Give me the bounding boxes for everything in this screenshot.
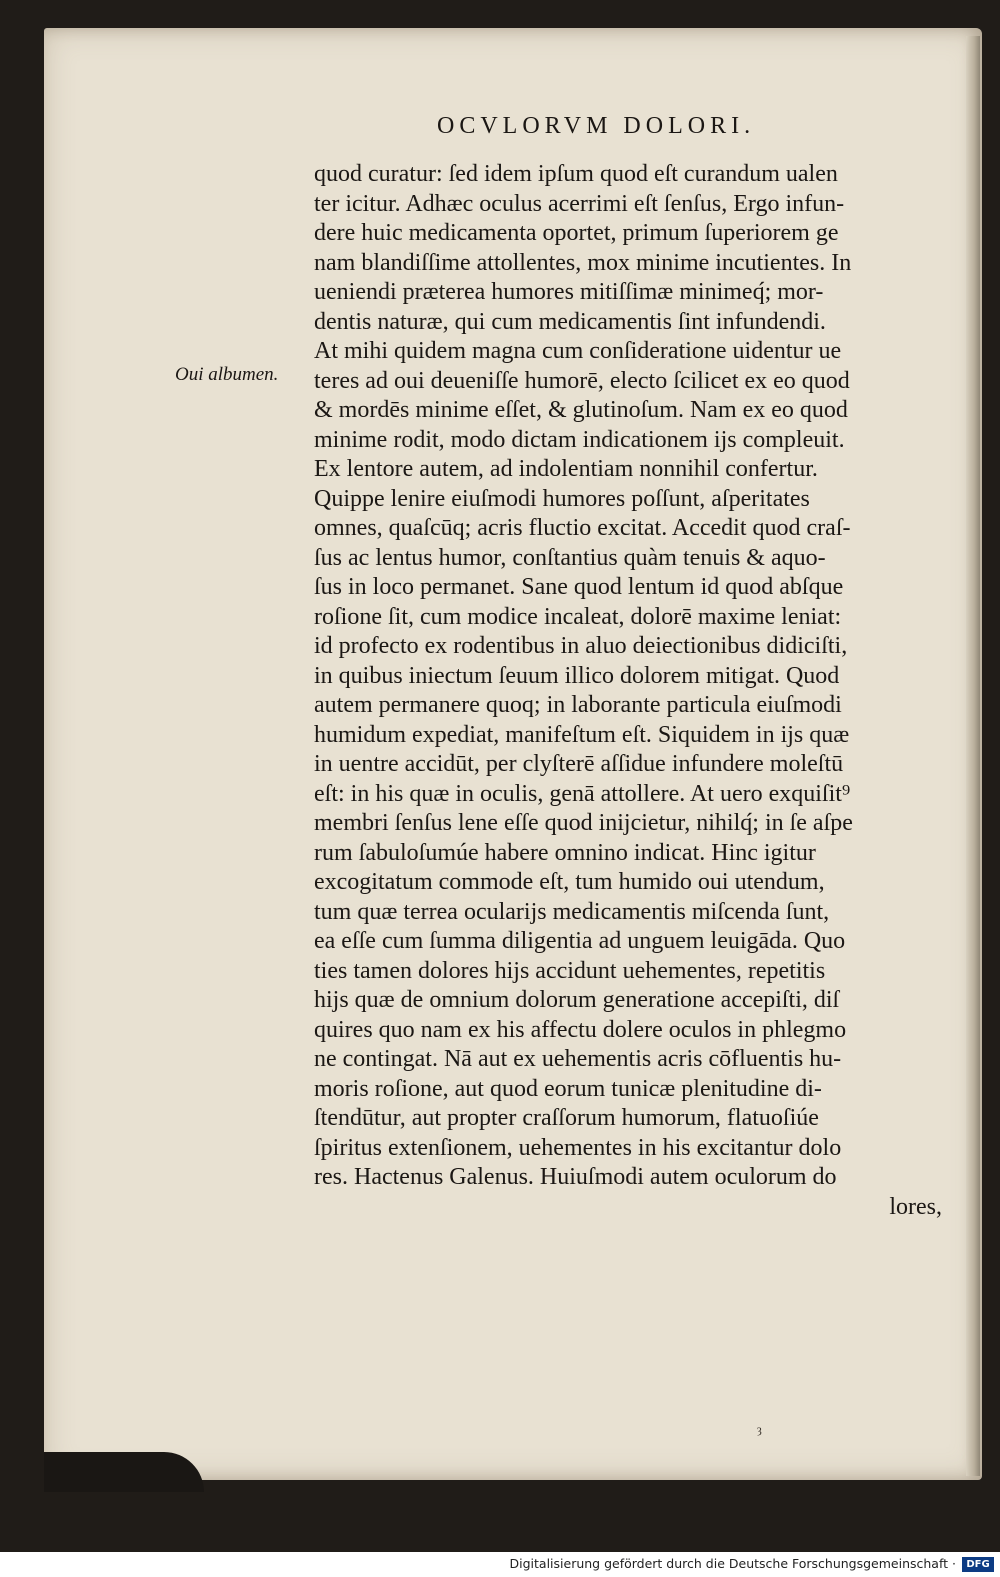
text-line: autem permanere quoq; in laborante particula eiuſmodi — [314, 692, 842, 718]
dfg-logo: DFG — [962, 1557, 994, 1572]
text-line: ties tamen dolores hijs accidunt uehementes, repetitis — [314, 957, 826, 984]
text-line: omnes, quaſcūq; acris fluctio excitat. Accedit quod craſ- — [314, 515, 851, 541]
text-line: moris roſione, aut quod eorum tunicæ plenitudine di- — [314, 1075, 822, 1102]
text-line: eſt: in his quæ in oculis, genā attollere. At uero exquiſit⁹ — [314, 780, 851, 807]
margin-note: Oui albumen. — [175, 364, 279, 385]
text-line: hijs quæ de omnium dolorum generatione accepiſti, diſ — [314, 987, 840, 1013]
text-line: id profecto ex rodentibus in aluo deiectionibus didiciſti, — [314, 633, 848, 659]
running-head: OCVLORVM DOLORI. — [437, 113, 756, 139]
text-line: ea eſſe cum ſumma diligentia ad unguem leuigāda. Quo — [314, 928, 846, 954]
text-line: res. Hactenus Galenus. Huiuſmodi autem oculorum do — [314, 1164, 837, 1190]
text-line: quires quo nam ex his affectu dolere oculos in phlegmo — [314, 1016, 847, 1043]
text-line: membri ſenſus lene eſſe quod inijcietur, nihilq́; in ſe aſpe — [314, 810, 853, 836]
text-line: teres ad oui deueniſſe humorē, electo ſcilicet ex eo quod — [314, 367, 850, 394]
text-line: minime rodit, modo dictam indicationem ijs compleuit. — [314, 426, 845, 453]
text-line: Quippe lenire eiuſmodi humores poſſunt, aſperitates — [314, 485, 810, 512]
text-line: Ex lentore autem, ad indolentiam nonnihil confertur. — [314, 456, 818, 482]
text-line: excogitatum commode eſt, tum humido oui utendum, — [314, 869, 825, 895]
text-line: rum ſabuloſumúe habere omnino indicat. Hinc igitur — [314, 839, 816, 866]
footer-bar — [0, 1552, 1000, 1577]
text-line: in uentre accidūt, per clyſterē aſſidue infundere moleſtū — [314, 751, 844, 777]
text-line: ueniendi præterea humores mitiſſimæ minimeq́; mor- — [314, 279, 824, 305]
signature-mark: ȝ — [757, 1422, 762, 1436]
page-corner-shadow — [44, 1452, 204, 1492]
funding-credit: Digitalisierung gefördert durch die Deutsche Forschungsgemeinschaft · — [509, 1556, 956, 1571]
text-line: ſpiritus extenſionem, uehementes in his excitantur dolo — [314, 1134, 842, 1161]
text-line: dentis naturæ, qui cum medicamentis ſint infundendi. — [314, 308, 826, 335]
text-line: quod curatur: ſed idem ipſum quod eſt curandum ualen — [314, 161, 838, 187]
text-line: ter icitur. Adhæc oculus acerrimi eſt ſenſus, Ergo infun- — [314, 190, 845, 217]
text-line: tum quæ terrea ocularijs medicamentis miſcenda ſunt, — [314, 898, 830, 925]
text-line: ſus ac lentus humor, conſtantius quàm tenuis & aquo- — [314, 544, 826, 571]
text-line: humidum expediat, manifeſtum eſt. Siquidem in ijs quæ — [314, 721, 850, 748]
text-line: roſione ſit, cum modice incaleat, dolorē maxime leniat: — [314, 603, 842, 630]
text-line: ne contingat. Nā aut ex uehementis acris cōfluentis hu- — [314, 1046, 842, 1072]
text-line: & mordēs minime eſſet, & glutinoſum. Nam ex eo quod — [314, 397, 848, 423]
text-line: nam blandiſſime attollentes, mox minime incutientes. In — [314, 249, 852, 276]
text-line: ſus in loco permanet. Sane quod lentum id quod abſque — [314, 574, 844, 600]
page-edge — [966, 36, 980, 1476]
body-text — [314, 160, 964, 1222]
text-line: ſtendūtur, aut propter craſſorum humorum, flatuoſiúe — [314, 1105, 819, 1131]
text-line: At mihi quidem magna cum conſideratione uidentur ue — [314, 338, 842, 364]
text-line: dere huic medicamenta oportet, primum ſuperiorem ge — [314, 220, 839, 246]
catchword: lores, — [889, 1193, 942, 1220]
text-line: in quibus iniectum ſeuum illico dolorem mitigat. Quod — [314, 662, 840, 689]
